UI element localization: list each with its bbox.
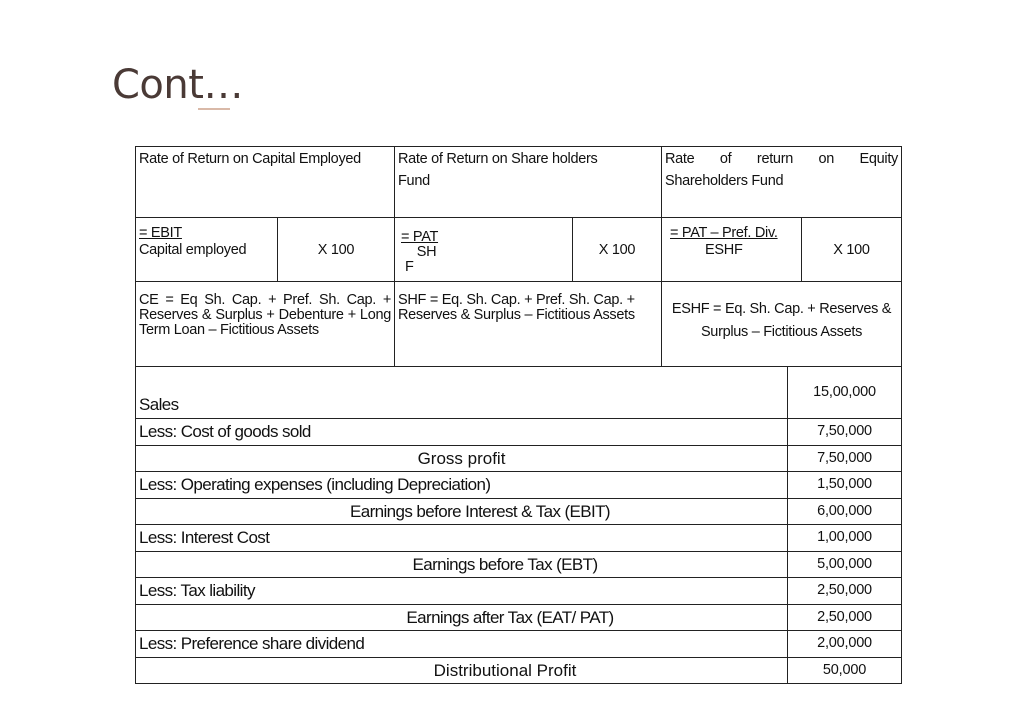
- statement-label: Less: Preference share dividend: [136, 631, 788, 658]
- statement-amount: 6,00,000: [788, 498, 902, 525]
- statement-row: [136, 498, 902, 525]
- statement-label: Earnings before Interest & Tax (EBIT): [136, 498, 788, 525]
- statement-label: Earnings after Tax (EAT/ PAT): [136, 604, 788, 631]
- statement-amount: 1,00,000: [788, 525, 902, 552]
- rosf-denominator-line2: F: [405, 259, 414, 275]
- statement-row: [136, 419, 902, 446]
- statement-amount: 2,50,000: [788, 604, 902, 631]
- roeshf-definition: [662, 282, 902, 367]
- rosf-denominator-line1: SH: [416, 244, 437, 260]
- statement-row: [136, 657, 902, 684]
- ratio-header-row: [136, 147, 902, 218]
- ratio-definition-row: [136, 282, 902, 367]
- rosf-definition: SHF = Eq. Sh. Cap. + Pref. Sh. Cap. + Reserves & Surplus – Fictitious Assets: [395, 282, 662, 367]
- statement-amount: 1,50,000: [788, 472, 902, 499]
- rocce-numerator: = EBIT: [139, 225, 182, 241]
- statement-label: Less: Tax liability: [136, 578, 788, 605]
- rocce-formula: [136, 218, 278, 282]
- statement-row: [136, 551, 902, 578]
- statement-amount: 7,50,000: [788, 419, 902, 446]
- slide-title: Cont…: [112, 62, 243, 108]
- rosf-multiplier: X 100: [573, 218, 662, 282]
- statement-amount: 2,00,000: [788, 631, 902, 658]
- rosf-formula: [395, 218, 573, 282]
- statement-row: [136, 445, 902, 472]
- rocce-definition: CE = Eq Sh. Cap. + Pref. Sh. Cap. + Reserves & Surplus + Debenture + Long Term Loan – Fictitious Assets: [136, 282, 395, 367]
- roeshf-definition-line2: Surplus – Fictitious Assets: [700, 324, 863, 340]
- roeshf-multiplier: X 100: [802, 218, 902, 282]
- title-underline: [198, 108, 230, 110]
- statement-row: [136, 525, 902, 552]
- rocce-heading: Rate of Return on Capital Employed: [136, 147, 395, 218]
- roeshf-formula: [662, 218, 802, 282]
- rosf-heading-line2: Fund: [398, 173, 430, 189]
- statement-amount: 50,000: [788, 657, 902, 684]
- roeshf-heading-line1: Rate of return on Equity: [665, 151, 899, 167]
- statement-label: Less: Interest Cost: [136, 525, 788, 552]
- statement-label: Less: Operating expenses (including Depreciation): [136, 472, 788, 499]
- roeshf-numerator: = PAT – Pref. Div.: [670, 225, 778, 241]
- statement-row: [136, 631, 902, 658]
- statement-label: Distributional Profit: [136, 657, 788, 684]
- statement-label: Sales: [136, 367, 788, 419]
- statement-row: [136, 604, 902, 631]
- statement-label: Gross profit: [136, 445, 788, 472]
- statement-row: [136, 472, 902, 499]
- rosf-heading-line1: Rate of Return on Share holders: [398, 151, 598, 167]
- statement-amount: 2,50,000: [788, 578, 902, 605]
- statement-amount: 5,00,000: [788, 551, 902, 578]
- rocce-multiplier: X 100: [278, 218, 395, 282]
- statement-amount: 7,50,000: [788, 445, 902, 472]
- statement-label: Earnings before Tax (EBT): [136, 551, 788, 578]
- statement-row-sales: [136, 367, 902, 419]
- rocce-denominator: Capital employed: [139, 242, 247, 258]
- ratio-table: [135, 146, 902, 367]
- statement-label: Less: Cost of goods sold: [136, 419, 788, 446]
- roeshf-definition-line1: ESHF = Eq. Sh. Cap. + Reserves &: [671, 301, 892, 317]
- ratio-formula-row: [136, 218, 902, 282]
- statement-row: [136, 578, 902, 605]
- roeshf-heading-line2: Shareholders Fund: [665, 173, 784, 189]
- rosf-heading: [395, 147, 662, 218]
- roeshf-heading: [662, 147, 902, 218]
- rosf-numerator: = PAT: [401, 229, 439, 245]
- roeshf-denominator: ESHF: [705, 242, 743, 258]
- income-statement-table: [135, 366, 902, 684]
- statement-amount: 15,00,000: [788, 367, 902, 419]
